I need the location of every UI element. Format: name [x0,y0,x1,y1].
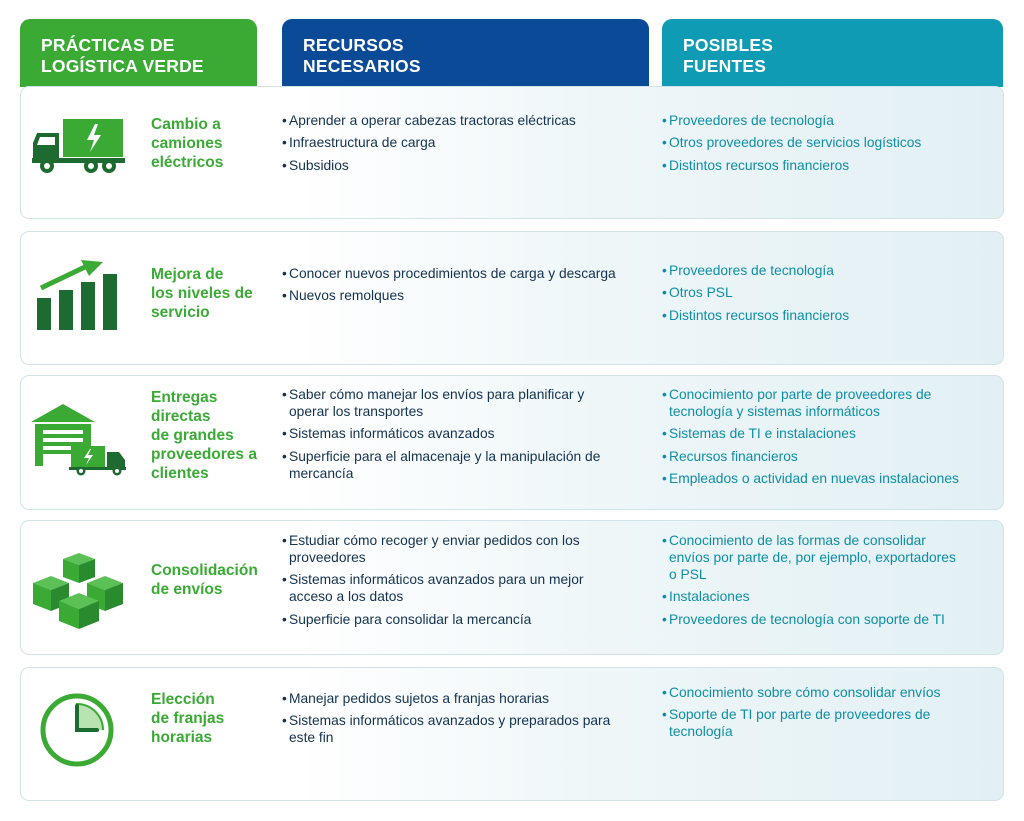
source-item: • Proveedores de tecnología con soporte de TI [662,611,962,628]
source-item: • Soporte de TI por parte de proveedores de tecnología [662,706,962,740]
resource-item: • Estudiar cómo recoger y enviar pedidos con los proveedores [282,532,627,566]
source-item: • Recursos financieros [662,448,962,465]
resource-item: • Saber cómo manejar los envíos para planificar y operar los transportes [282,386,627,420]
title-line: Elección [151,691,215,708]
electric-truck-icon [29,115,135,177]
source-item: • Conocimiento sobre cómo consolidar envíos [662,684,962,701]
title-line: Entregas [151,389,218,406]
title-line: eléctricos [151,154,224,171]
title-line: horarias [151,729,213,746]
header-green-logistics-practices [20,19,257,87]
resources-list [282,532,627,633]
header-line: RECURSOS [303,35,404,55]
title-line: camiones [151,135,223,152]
header-required-resources [282,19,649,87]
header-line: PRÁCTICAS DE [41,35,175,55]
resources-list [282,265,627,310]
resource-item: • Nuevos remolques [282,287,627,304]
resource-item: • Sistemas informáticos avanzados [282,425,627,442]
practice-title [151,115,281,172]
resources-list [282,690,627,752]
source-item: • Proveedores de tecnología [662,262,962,279]
source-item: • Distintos recursos financieros [662,307,962,324]
source-item: • Distintos recursos financieros [662,157,962,174]
source-item: • Conocimiento por parte de proveedores de tecnología y sistemas informáticos [662,386,962,420]
source-item: • Empleados o actividad en nuevas instalaciones [662,470,962,487]
title-line: los niveles de [151,285,253,302]
growth-bar-chart-icon [29,260,135,332]
practice-title [151,690,281,747]
resource-item: • Aprender a operar cabezas tractoras eléctricas [282,112,627,129]
title-line: Cambio a [151,116,221,133]
sources-list [662,532,962,633]
title-line: de franjas [151,710,225,727]
header-possible-sources [662,19,1003,87]
header-line: NECESARIOS [303,56,421,76]
title-line: de envíos [151,581,223,598]
stacked-boxes-icon [29,551,135,631]
sources-list [662,262,962,329]
resources-list [282,386,627,487]
source-item: • Sistemas de TI e instalaciones [662,425,962,442]
resource-item: • Manejar pedidos sujetos a franjas horarias [282,690,627,707]
sources-list [662,386,962,492]
resource-item: • Sistemas informáticos avanzados y preparados para este fin [282,712,627,746]
practice-title [151,265,281,322]
title-line: Consolidación [151,562,258,579]
resource-item: • Conocer nuevos procedimientos de carga y descarga [282,265,627,282]
warehouse-truck-icon [29,400,135,476]
source-item: • Conocimiento de las formas de consolidar envíos por parte de, por ejemplo, exportadores o PSL [662,532,962,583]
title-line: clientes [151,465,209,482]
resource-item: • Infraestructura de carga [282,134,627,151]
resource-item: • Sistemas informáticos avanzados para un mejor acceso a los datos [282,571,627,605]
title-line: directas [151,408,211,425]
source-item: • Instalaciones [662,588,962,605]
title-line: de grandes [151,427,234,444]
clock-time-slot-icon [29,690,135,770]
source-item: • Otros proveedores de servicios logísticos [662,134,962,151]
sources-list [662,684,962,746]
source-item: • Otros PSL [662,284,962,301]
title-line: Mejora de [151,266,224,283]
sources-list [662,112,962,179]
header-line: POSIBLES [683,35,774,55]
resources-list [282,112,627,179]
practice-title [151,388,281,483]
practice-title [151,561,281,599]
resource-item: • Superficie para consolidar la mercancía [282,611,627,628]
title-line: servicio [151,304,210,321]
resource-item: • Superficie para el almacenaje y la manipulación de mercancía [282,448,627,482]
header-line: FUENTES [683,56,767,76]
header-line: LOGÍSTICA VERDE [41,56,204,76]
title-line: proveedores a [151,446,257,463]
source-item: • Proveedores de tecnología [662,112,962,129]
resource-item: • Subsidios [282,157,627,174]
